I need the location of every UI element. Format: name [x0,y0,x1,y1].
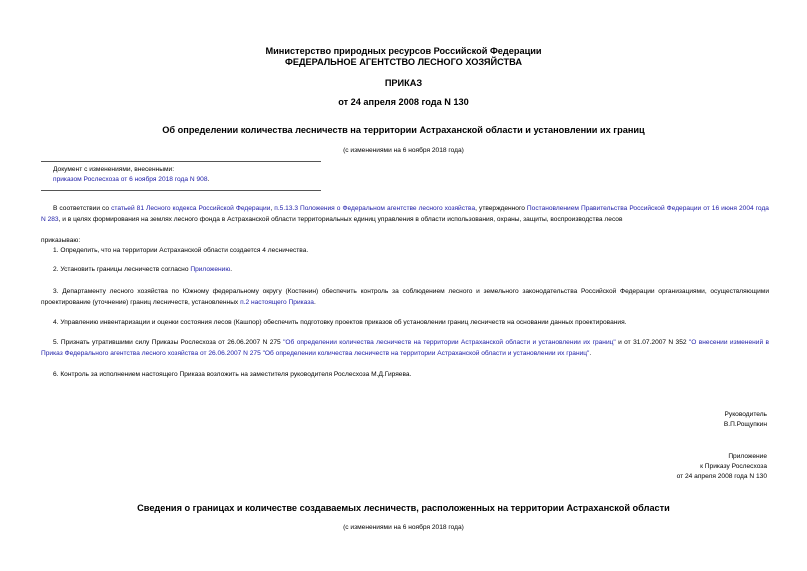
appendix-amendment-note: (с изменениями на 6 ноября 2018 года) [343,524,464,531]
document-title: Об определении количества лесничеств на территории Астраханской области и установлении их границ [162,125,645,135]
item-5-end: . [589,349,592,357]
item-2-end: . [230,266,233,273]
order-word: приказываю: [41,237,81,244]
preamble-text-3: , утвержденного [475,205,527,212]
item-4: 4. Управлению инвентаризации и оценки состояния лесов (Кашпор) обеспечить подготовку проектов приказов об установлении границ лесничеств на основании данных проектирования. [53,319,627,326]
forest-code-article-link[interactable]: статьей 81 Лесного кодекса Российской Федерации [111,205,271,212]
preamble-paragraph [41,204,769,225]
item-5-text-a: 5. Признать утратившими силу Приказы Рослесхоза от 26.06.2007 N 275 [53,339,284,346]
government-resolution-link[interactable]: Постановлением Правительства Российской Федерации от 16 июня 2004 года N 283 [41,205,769,223]
item-5 [41,338,769,359]
appendix-link[interactable]: Приложению [190,266,231,273]
appendix-order-ref: к Приказу Рослесхоза [700,463,767,470]
item-1: 1. Определить, что на территории Астраханской области создается 4 лесничества. [53,247,309,254]
item-3 [41,287,769,308]
preamble-text-2: , [270,205,275,212]
item-6: 6. Контроль за исполнением настоящего Приказа возложить на заместителя руководителя Рослесхоза М.Д.Гиряева. [53,371,412,378]
order-352-link[interactable]: "О внесении изменений в Приказ Федерального агентства лесного хозяйства от 26.06.2007 N 275 "Об определении количества лесничеств на территории Астраханской области и установлении их границ" [41,339,769,357]
agency-regulation-link[interactable]: п.5.13.3 Положения о Федеральном агентстве лесного хозяйства [274,205,476,212]
appendix-title: Сведения о границах и количестве создаваемых лесничеств, расположенных на территории Астраханской области [137,503,670,513]
appendix-label: Приложение [728,453,767,460]
order-275-link[interactable]: "Об определении количества лесничеств на территории Астраханской области и установлении их границ" [283,339,616,346]
document-date-number: от 24 апреля 2008 года N 130 [338,97,469,107]
changes-box-heading: Документ с изменениями, внесенными: [53,166,175,173]
item-3-text: 3. Департаменту лесного хозяйства по Южному федеральному округу (Костенин) обеспечить контроль за соблюдением лесного и земельного законодательства Российской Федерации организациями, осуществляющими проектирование (уточнение) границ лесничеств, установленных [41,288,769,306]
preamble-text-4: , и в целях формирования на землях лесного фонда в Астраханской области территориальных единиц управления в области использования, охраны, защиты, воспроизводства лесов [58,215,623,223]
amendment-note: (с изменениями на 6 ноября 2018 года) [343,147,464,154]
signature-name: В.П.Рощупкин [723,421,767,428]
document-type: ПРИКАЗ [384,78,423,88]
signature-role: Руководитель [724,411,767,418]
preamble-text-1: В соответствии со [53,205,112,212]
changes-box-top-rule [41,161,321,162]
clause-2-link[interactable]: п.2 настоящего Приказа [240,298,314,306]
ministry-name: Министерство природных ресурсов Российской Федерации [265,46,542,56]
amending-order-link[interactable]: приказом Рослесхоза от 6 ноября 2018 года N 908 [53,176,208,183]
appendix-order-date: от 24 апреля 2008 года N 130 [676,473,767,480]
changes-box-bottom-rule [41,190,321,191]
agency-name: ФЕДЕРАЛЬНОЕ АГЕНТСТВО ЛЕСНОГО ХОЗЯЙСТВА [285,57,522,67]
changes-box-entry [53,175,209,184]
item-5-text-b: и от 31.07.2007 N 352 [615,339,689,346]
item-2-text: 2. Установить границы лесничеств согласно [53,266,191,273]
changes-box-dot: . [207,176,210,183]
item-3-end: . [313,298,316,306]
item-2 [53,265,232,276]
